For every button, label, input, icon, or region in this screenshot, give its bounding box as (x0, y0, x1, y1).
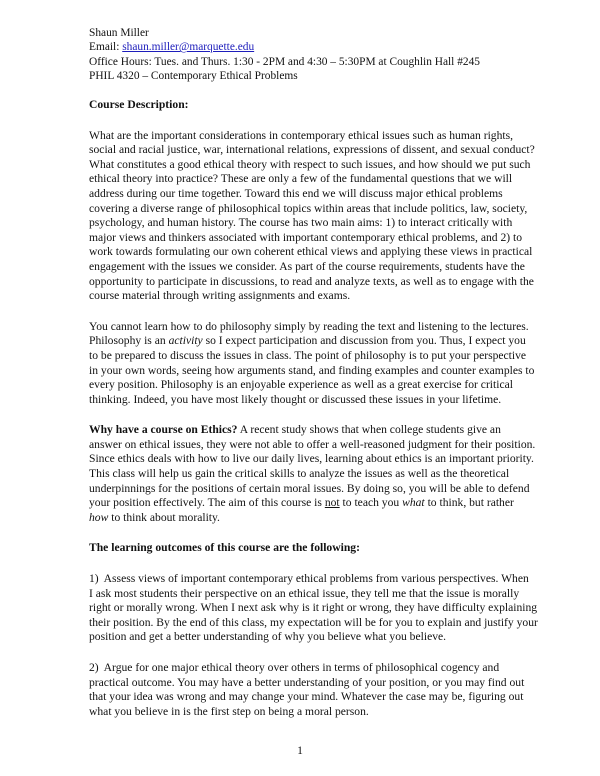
text-line: opportunity to participate in discussions, to read and analyze texts, as well as to engage with the (89, 274, 534, 288)
text-line: I ask most students their perspective on an ethical issue, they tell me that the issue is morally (89, 586, 520, 600)
text-segment: to teach you (339, 496, 403, 510)
text-line: work towards formulating our own coherent ethical views and applying these views in practical (89, 245, 533, 259)
text-line: ethical theory into practice? These are only a few of the fundamental questions that we will (89, 172, 513, 186)
text-line: engagement with the issues we consider. As part of the course requirements, students have the (89, 259, 525, 273)
text-line: thinking. Indeed, you have most likely thought or discussed these issues in your lifetime. (89, 392, 502, 406)
text-line: practical outcome. You may have a better understanding of your position, or you may find out (89, 675, 525, 689)
outcome-item-1 (89, 572, 600, 645)
text-line: address during our time together. Toward this end we will discuss major ethical problems (89, 186, 503, 200)
instructor-header (89, 26, 480, 83)
instructor-name: Shaun Miller (89, 27, 149, 39)
text-line: Assess views of important contemporary ethical problems from various perspectives. When (103, 572, 529, 586)
document-body (89, 98, 600, 719)
course-description-paragraph (89, 129, 600, 304)
text-line: course material through writing assignments and exams. (89, 289, 351, 303)
ethics-lead: Why have a course on Ethics? (89, 423, 238, 437)
text-segment: A recent study shows that when college students give an (237, 423, 501, 437)
text-line: that your idea was wrong and may change your mind. Whatever the case may be, figuring out (89, 690, 524, 704)
text-segment: Philosophy is an (89, 334, 169, 348)
emphasis-what: what (402, 496, 425, 510)
text-line: their position. By the end of this class, my expectation will be for you to explain and justify your (89, 615, 538, 629)
emphasis-how: how (89, 510, 109, 524)
text-line: every position. Philosophy is an enjoyable experience as well as a great exercise for critical (89, 378, 513, 392)
underlined-not: not (324, 496, 340, 510)
page-number: 1 (297, 744, 303, 757)
text-segment: to think about morality. (108, 510, 220, 524)
text-line: to be prepared to discuss the issues in class. The point of philosophy is to put your perspective (89, 348, 527, 362)
text-line: This class will help us gain the critical skills to analyze the issues as well as the theoretical (89, 467, 510, 481)
outcome-item-2 (89, 661, 600, 719)
email-label: Email: (89, 41, 123, 54)
text-segment: to think, but rather (424, 496, 514, 510)
office-hours: Office Hours: Tues. and Thurs. 1:30 - 2PM and 4:30 – 5:30PM at Coughlin Hall #245 (89, 55, 480, 68)
text-segment: your position effectively. The aim of this course is (89, 496, 325, 510)
text-line: Since ethics deals with how to live our daily lives, learning about ethics is an important priority. (89, 452, 534, 466)
text-line: what you believe in is the first step on being a moral person. (89, 704, 369, 718)
learning-outcomes-heading: The learning outcomes of this course are the following: (89, 541, 360, 555)
text-line: answer on ethical issues, they were not able to offer a well-reasoned judgment for their position. (89, 437, 536, 451)
outcome-number: 2) (89, 661, 99, 674)
text-line: covering a diverse range of philosophical topics within areas that include politics, law, society, (89, 201, 528, 215)
text-line: major views and thinkers associated with important contemporary ethical problems, and 2) to (89, 230, 523, 244)
emphasis-activity: activity (168, 334, 203, 348)
ethics-paragraph (89, 423, 600, 525)
text-line: position and get a better understanding of why you believe what you believe. (89, 630, 447, 644)
text-line: right or morally wrong. When I next ask why is it right or wrong, they have difficulty explaining (89, 601, 538, 615)
text-line: What are the important considerations in contemporary ethical issues such as human rights, (89, 128, 514, 142)
text-line: What constitutes a good ethical theory with respect to such issues, and how should we put such (89, 157, 531, 171)
text-line: underpinnings for the positions of certain moral issues. By doing so, you will be able to defend (89, 481, 530, 495)
text-line: You cannot learn how to do philosophy simply by reading the text and listening to the lectures. (89, 319, 529, 333)
text-segment: so I expect participation and discussion from you. Thus, I expect you (202, 334, 526, 348)
text-line: social and racial justice, war, international relations, expressions of dissent, and sexual conduct? (89, 143, 535, 157)
email-line (89, 40, 480, 54)
text-line: Argue for one major ethical theory over others in terms of philosophical cogency and (103, 661, 500, 674)
text-line: psychology, and human history. The course has two main aims: 1) to interact critically with (89, 216, 513, 230)
text-line: in your own words, seeing how arguments stand, and finding examples and counter examples to (89, 363, 535, 377)
course-title: PHIL 4320 – Contemporary Ethical Problems (89, 69, 298, 82)
philosophy-paragraph (89, 320, 600, 408)
outcome-number: 1) (89, 572, 99, 586)
email-link[interactable]: shaun.miller@marquette.edu (122, 41, 255, 54)
course-description-heading: Course Description: (89, 98, 189, 111)
